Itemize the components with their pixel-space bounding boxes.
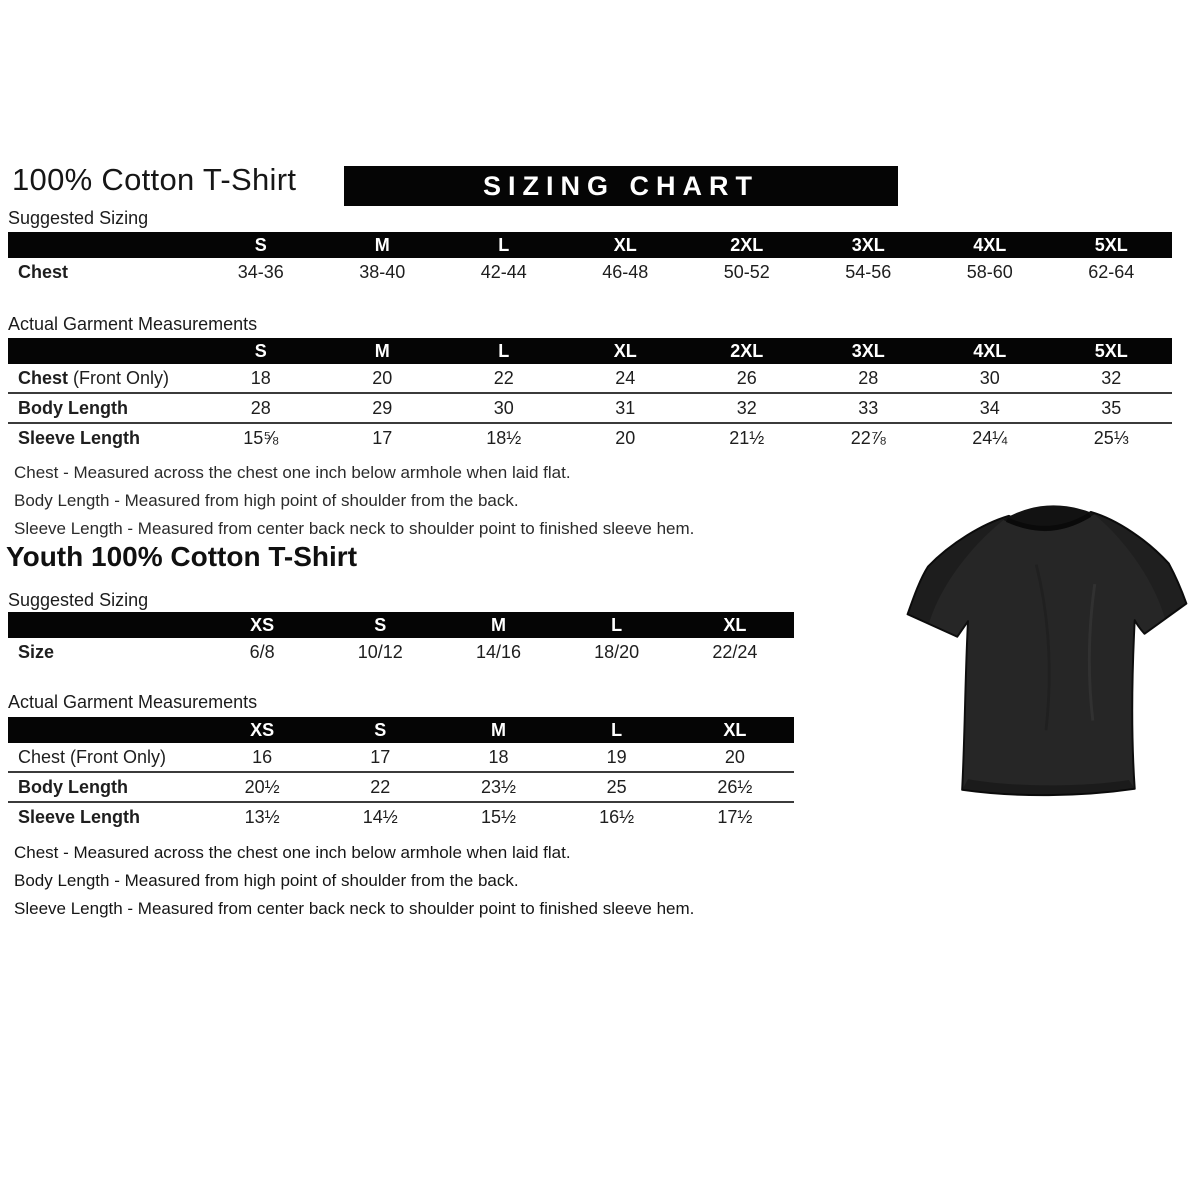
header-row: [8, 612, 794, 638]
adult-suggested-sizing-label: Suggested Sizing: [8, 208, 149, 228]
header-cell-empty: [8, 232, 200, 258]
adult-garment-measurements-table: [8, 338, 1172, 452]
table-row-sleeve-length: [8, 802, 794, 831]
size-column-header: 2XL: [686, 338, 808, 364]
table-cell: 28: [200, 393, 322, 423]
table-cell: 30: [443, 393, 565, 423]
table-cell: 14½: [321, 802, 439, 831]
youth-garment-measurements-table: [8, 717, 794, 831]
size-column-header: 5XL: [1051, 338, 1173, 364]
row-label: Sleeve Length: [8, 802, 203, 831]
table-cell: 16: [252, 746, 273, 767]
youth-garment-measurements-label: Actual Garment Measurements: [8, 692, 258, 712]
table-cell: 22: [321, 772, 439, 802]
youth-measurement-notes: [14, 839, 694, 923]
youth-section-title: Youth 100% Cotton T-Shirt: [6, 541, 358, 572]
note-chest: Chest - Measured across the chest one inch below armhole when laid flat.: [14, 843, 571, 862]
table-cell: 32: [686, 393, 808, 423]
size-column-header: 3XL: [808, 338, 930, 364]
table-cell: 17: [370, 746, 391, 767]
header-row: [8, 338, 1172, 364]
table-cell: 50-52: [723, 261, 770, 282]
header-row: [8, 232, 1172, 258]
table-cell: 15½: [439, 802, 557, 831]
size-column-header: XL: [565, 338, 687, 364]
table-cell: 20: [372, 367, 393, 388]
table-cell: 19: [606, 746, 627, 767]
table-cell: 20: [724, 746, 745, 767]
size-column-header: 4XL: [929, 232, 1051, 258]
youth-suggested-sizing-table: [8, 612, 794, 666]
table-cell: 18½: [443, 423, 565, 452]
table-cell: 22: [493, 367, 514, 388]
row-label: Chest (Front Only): [18, 746, 167, 767]
size-column-header: L: [443, 232, 565, 258]
table-row-size: [8, 638, 794, 666]
size-column-header: 3XL: [808, 232, 930, 258]
table-row-chest: [8, 364, 1172, 393]
table-cell: 42-44: [480, 261, 527, 282]
note-body-length: Body Length - Measured from high point of shoulder from the back.: [14, 871, 519, 890]
tshirt-image: [890, 476, 1200, 814]
table-cell: 20: [565, 423, 687, 452]
header-cell-empty: [8, 612, 203, 638]
note-sleeve-length: Sleeve Length - Measured from center back neck to shoulder point to finished sleeve hem.: [14, 899, 695, 918]
table-cell: 38-40: [359, 261, 406, 282]
table-cell: 17: [322, 423, 444, 452]
header-row: [8, 717, 794, 743]
note-chest: Chest - Measured across the chest one inch below armhole when laid flat.: [14, 463, 571, 482]
table-cell: 21½: [686, 423, 808, 452]
table-cell: 13½: [203, 802, 321, 831]
row-label: Chest: [18, 261, 69, 282]
table-cell: 18/20: [594, 641, 640, 662]
table-row-body-length: [8, 772, 794, 802]
table-cell: 6/8: [249, 641, 275, 662]
table-cell: 58-60: [966, 261, 1013, 282]
table-cell: 18: [488, 746, 509, 767]
table-cell: 29: [322, 393, 444, 423]
row-label: Body Length: [8, 393, 200, 423]
table-row-chest: [8, 743, 794, 772]
size-column-header: L: [443, 338, 565, 364]
adult-suggested-sizing-table: [8, 232, 1172, 286]
table-cell: 30: [979, 367, 1000, 388]
table-cell: 17½: [676, 802, 794, 831]
size-column-header: M: [322, 232, 444, 258]
table-cell: 28: [858, 367, 879, 388]
table-cell: 24: [615, 367, 636, 388]
table-row-body-length: [8, 393, 1172, 423]
size-column-header: L: [558, 612, 676, 638]
table-row-sleeve-length: [8, 423, 1172, 452]
size-column-header: M: [439, 612, 557, 638]
table-cell: 15⅝: [200, 423, 322, 452]
table-cell: 26: [736, 367, 757, 388]
table-cell: 23½: [439, 772, 557, 802]
table-cell: 10/12: [357, 641, 403, 662]
row-label: Body Length: [8, 772, 203, 802]
note-body-length: Body Length - Measured from high point of shoulder from the back.: [14, 491, 519, 510]
table-cell: 22⅞: [808, 423, 930, 452]
size-column-header: 4XL: [929, 338, 1051, 364]
table-cell: 16½: [558, 802, 676, 831]
table-cell: 46-48: [602, 261, 649, 282]
table-cell: 33: [808, 393, 930, 423]
size-column-header: S: [200, 338, 322, 364]
table-cell: 26½: [676, 772, 794, 802]
size-column-header: 2XL: [686, 232, 808, 258]
size-column-header: XL: [676, 612, 794, 638]
header-cell-empty: [8, 338, 200, 364]
table-cell: 25⅓: [1051, 423, 1173, 452]
table-cell: 62-64: [1088, 261, 1135, 282]
size-column-header: S: [321, 612, 439, 638]
table-cell: 34: [929, 393, 1051, 423]
adult-measurement-notes: [14, 459, 694, 543]
size-column-header: L: [558, 717, 676, 743]
note-sleeve-length: Sleeve Length - Measured from center back neck to shoulder point to finished sleeve hem.: [14, 519, 695, 538]
table-cell: 35: [1051, 393, 1173, 423]
header-cell-empty: [8, 717, 203, 743]
size-column-header: 5XL: [1051, 232, 1173, 258]
size-column-header: XL: [676, 717, 794, 743]
page-title: 100% Cotton T-Shirt: [12, 162, 297, 197]
row-label: Sleeve Length: [8, 423, 200, 452]
table-row: [8, 258, 1172, 286]
size-column-header: M: [439, 717, 557, 743]
size-column-header: XL: [565, 232, 687, 258]
table-cell: 18: [250, 367, 271, 388]
table-cell: 25: [558, 772, 676, 802]
sizing-chart-banner: SIZING CHART: [344, 166, 898, 206]
adult-garment-measurements-label: Actual Garment Measurements: [8, 314, 258, 334]
row-label: Size: [18, 641, 55, 662]
row-label: Chest (Front Only): [18, 367, 170, 388]
table-cell: 24¼: [929, 423, 1051, 452]
size-column-header: S: [200, 232, 322, 258]
table-cell: 20½: [203, 772, 321, 802]
table-cell: 34-36: [237, 261, 284, 282]
youth-suggested-sizing-label: Suggested Sizing: [8, 590, 149, 610]
size-column-header: XS: [203, 717, 321, 743]
table-cell: 22/24: [712, 641, 758, 662]
size-column-header: S: [321, 717, 439, 743]
size-column-header: XS: [203, 612, 321, 638]
table-cell: 54-56: [845, 261, 892, 282]
size-column-header: M: [322, 338, 444, 364]
table-cell: 31: [565, 393, 687, 423]
table-cell: 32: [1101, 367, 1122, 388]
table-cell: 14/16: [475, 641, 521, 662]
